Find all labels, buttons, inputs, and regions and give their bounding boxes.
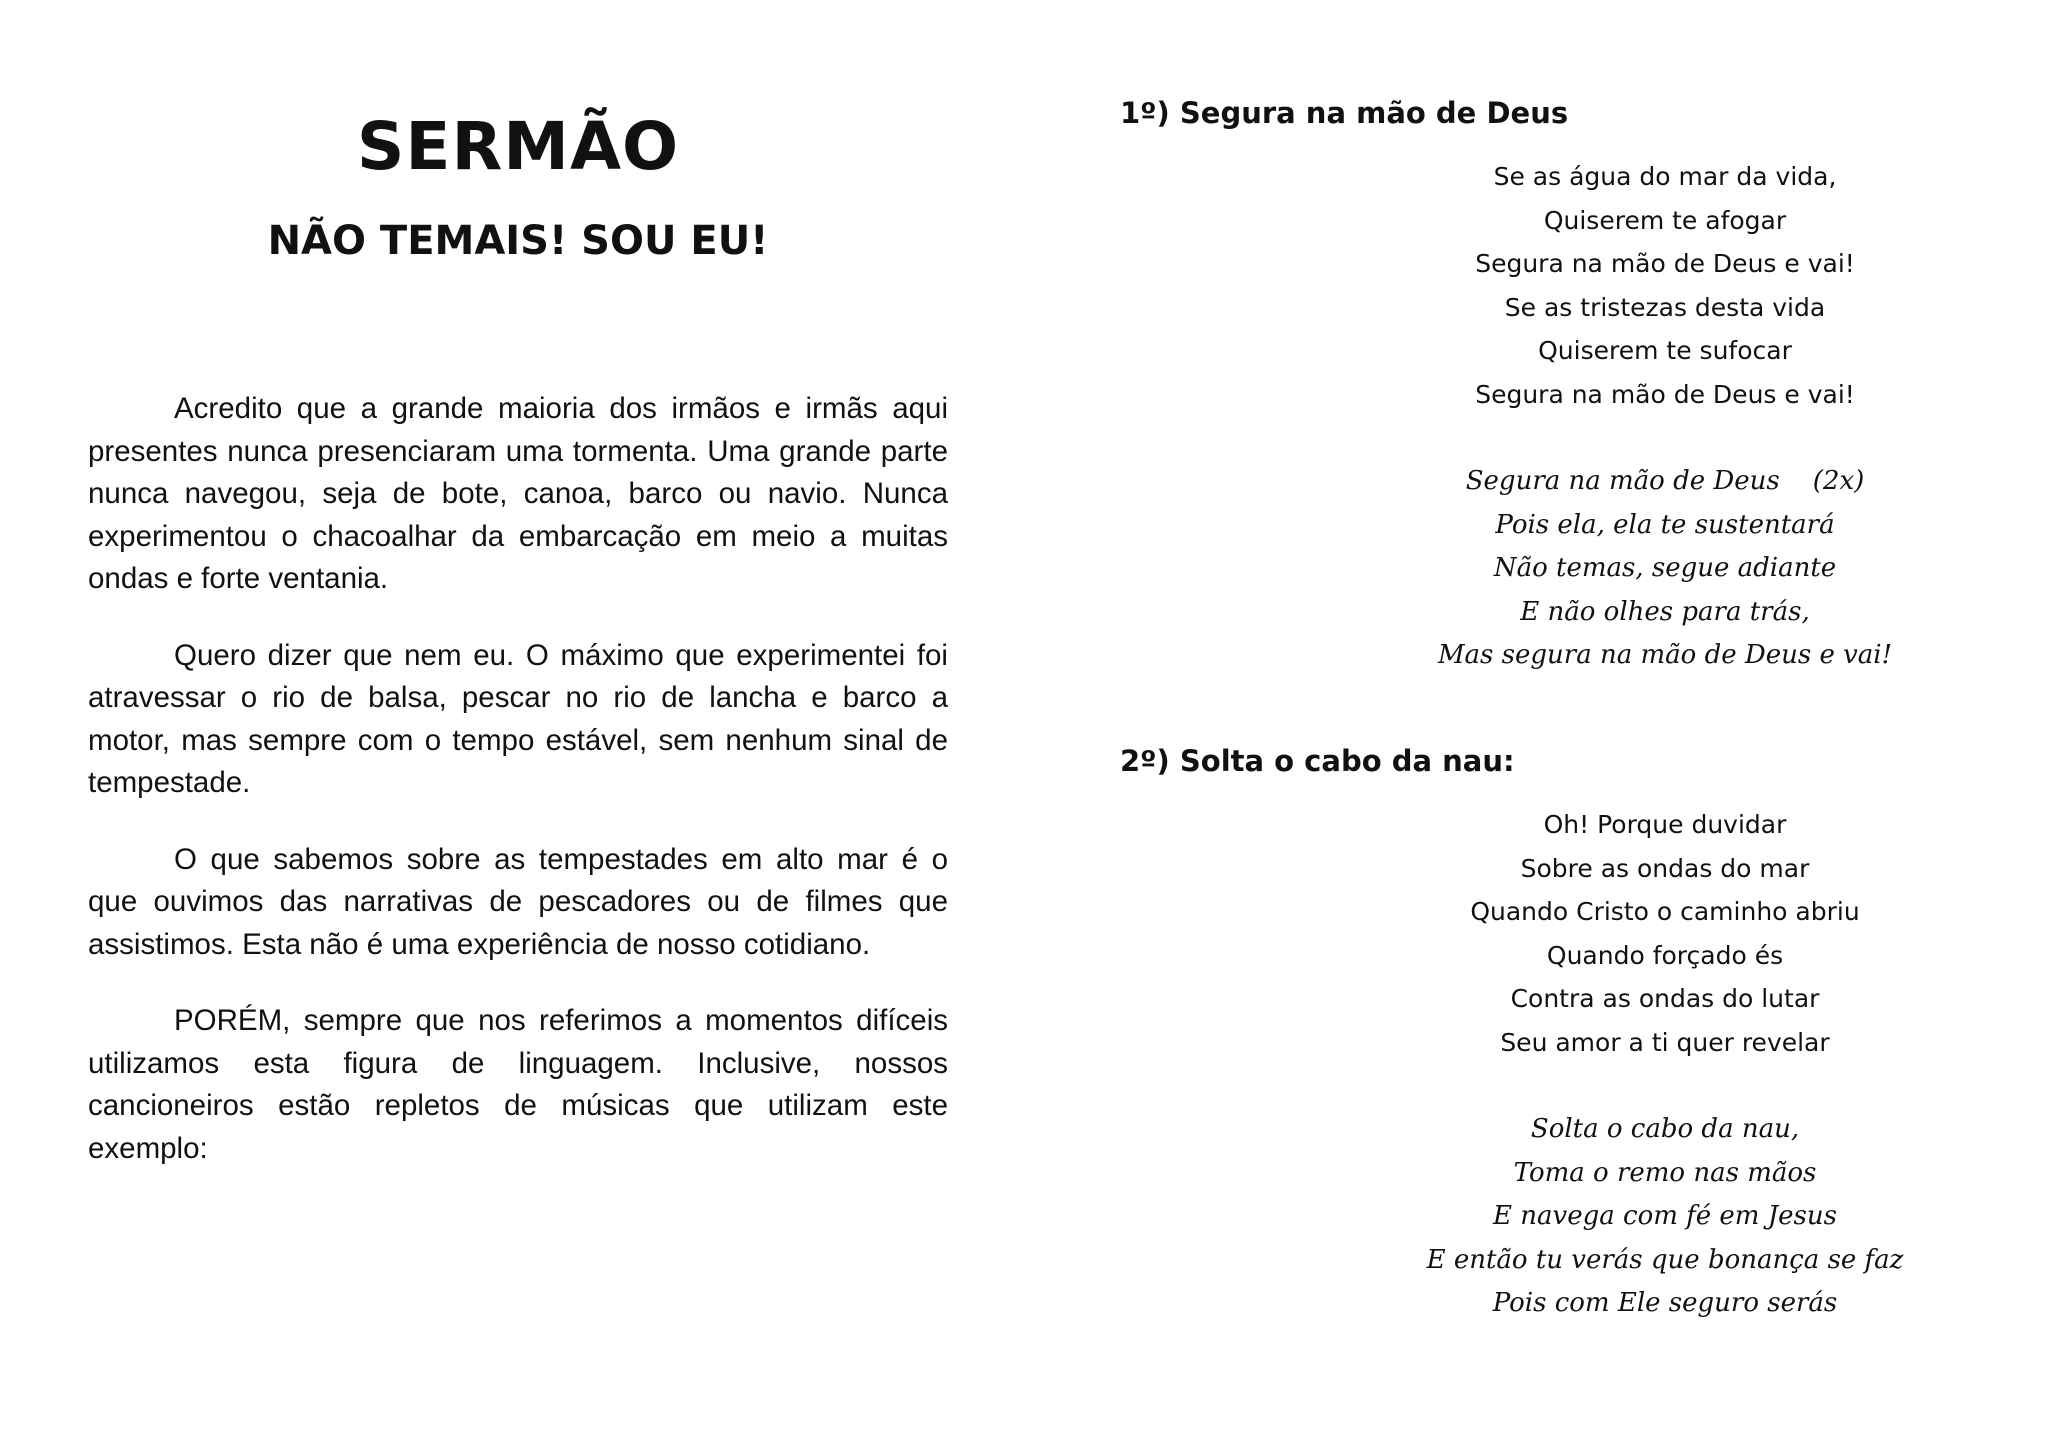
lyric-line: Toma o remo nas mãos	[1513, 1157, 1817, 1188]
lyric-line: Se as água do mar da vida,	[1493, 162, 1837, 191]
lyric-line: Oh! Porque duvidar	[1543, 810, 1787, 839]
lyric-line: Quiserem te afogar	[1543, 205, 1787, 235]
lyric-line: Quando forçado és	[1546, 940, 1784, 970]
paragraph: PORÉM, sempre que nos referimos a momentos difíceis utilizamos esta figura de linguagem. Inclusive, nossos cancioneiros estão repletos de músicas que utilizam este exemplo:	[88, 1004, 948, 1165]
song-verse	[1250, 155, 2048, 416]
lyric-line: Não temas, segue adiante	[1493, 553, 1837, 583]
left-page	[88, 0, 948, 1448]
sermon-subtitle: NÃO TEMAIS! SOU EU!	[267, 218, 769, 264]
lyric-line: Pois ela, ela te sustentará	[1495, 509, 1835, 540]
song-title: 2º) Solta o cabo da nau:	[1120, 744, 1515, 778]
lyric-line: Se as tristezas desta vida	[1504, 292, 1826, 322]
song-chorus	[1250, 460, 2048, 678]
right-page	[1120, 0, 2000, 1448]
lyric-line: Seu amor a ti quer revelar	[1500, 1027, 1830, 1057]
lyric-line: E então tu verás que bonança se faz	[1426, 1244, 1904, 1275]
lyric-line: Pois com Ele seguro serás	[1492, 1288, 1838, 1318]
lyric-line: Segura na mão de Deus e vai!	[1475, 249, 1855, 278]
lyric-line: Segura na mão de Deus (2x)	[1465, 466, 1865, 496]
song-title: 1º) Segura na mão de Deus	[1120, 96, 1569, 130]
paragraph: O que sabemos sobre as tempestades em alto mar é o que ouvimos das narrativas de pescadores ou de filmes que assistimos. Esta não é uma experiência de nosso cotidiano.	[88, 842, 948, 961]
lyric-line: E não olhes para trás,	[1520, 596, 1810, 627]
sermon-title: SERMÃO	[356, 108, 680, 185]
lyric-line: E navega com fé em Jesus	[1493, 1201, 1837, 1231]
lyric-line: Quando Cristo o caminho abriu	[1470, 897, 1860, 926]
lyric-line: Segura na mão de Deus e vai!	[1475, 379, 1855, 409]
lyric-line: Contra as ondas do lutar	[1510, 984, 1820, 1013]
lyric-line: Sobre as ondas do mar	[1520, 853, 1810, 883]
lyric-line: Quiserem te sufocar	[1538, 336, 1792, 365]
paragraph: Acredito que a grande maioria dos irmãos e irmãs aqui presentes nunca presenciaram uma tormenta. Uma grande parte nunca navegou, seja de bote, canoa, barco ou navio. Nunca experimentou o chacoalhar da embarcação em meio a muitas ondas e forte ventania.	[88, 392, 948, 595]
lyric-line: Mas segura na mão de Deus e vai!	[1437, 640, 1893, 670]
sermon-body	[88, 388, 948, 1204]
song-chorus	[1250, 1108, 2048, 1326]
lyric-line: Solta o cabo da nau,	[1530, 1114, 1800, 1144]
paragraph: Quero dizer que nem eu. O máximo que experimentei foi atravessar o rio de balsa, pescar no rio de lancha e barco a motor, mas sempre com o tempo estável, sem nenhum sinal de tempestade.	[88, 638, 948, 799]
song-verse	[1250, 803, 2048, 1064]
